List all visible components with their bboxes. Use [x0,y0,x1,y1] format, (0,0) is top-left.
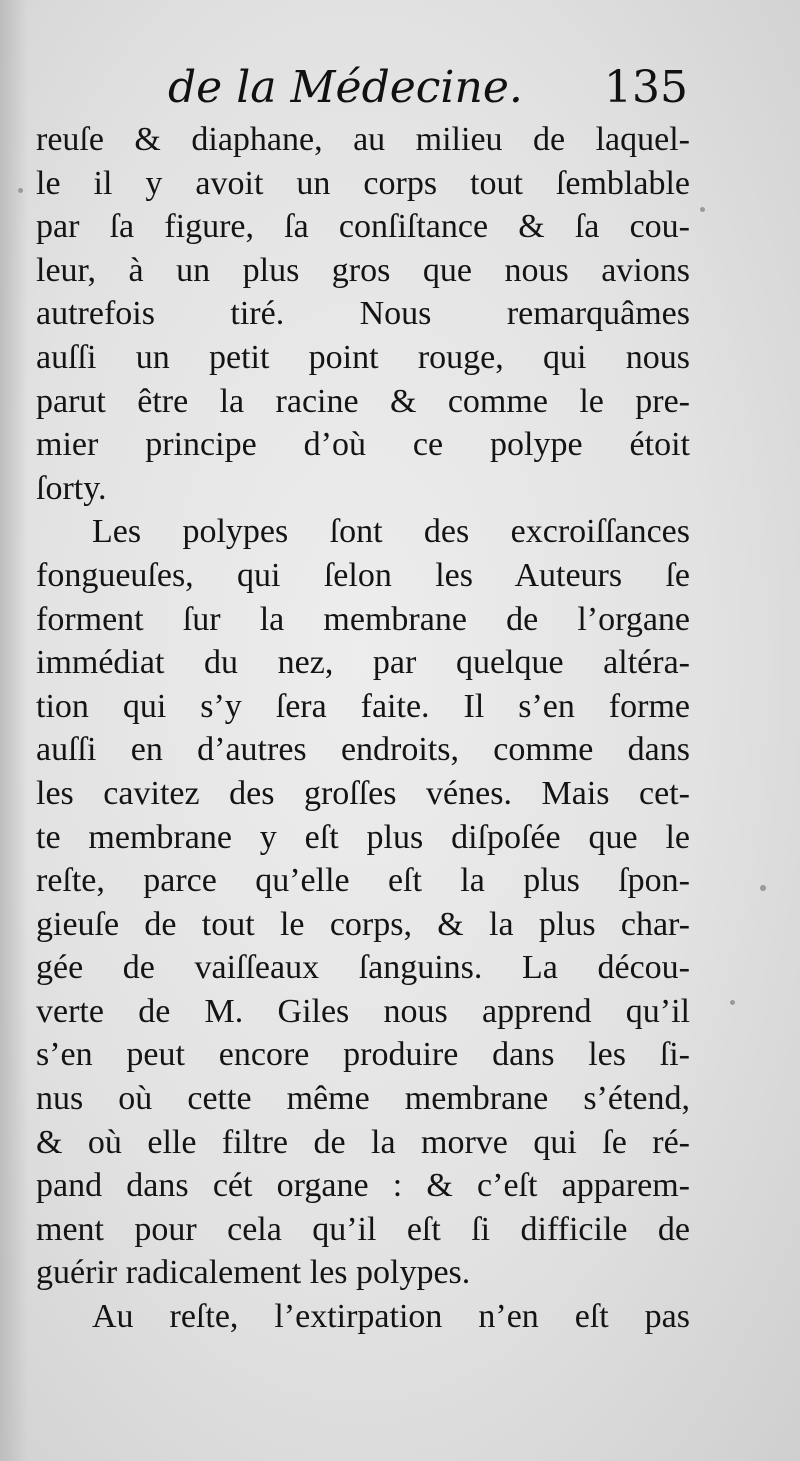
text-line: les cavitez des groſſes vénes. Mais cet- [36,774,690,812]
page-number: 135 [604,62,688,113]
paper-speck [730,1000,735,1005]
text-line: guérir radicalement les polypes. [36,1254,471,1292]
text-line: & où elle filtre de la morve qui ſe ré- [36,1123,690,1161]
text-line: auſſi un petit point rouge, qui nous [36,338,690,376]
text-line: le il y avoit un corps tout ſemblable [36,164,690,202]
text-line: reuſe & diaphane, au milieu de laquel- [36,121,690,158]
paper-speck [700,207,705,212]
body-text [36,118,690,1339]
text-line: immédiat du nez, par quelque altéra- [36,644,690,682]
text-line: parut être la racine & comme le pre- [36,382,690,420]
text-line: ſorty. [36,469,107,507]
paper-speck [760,885,766,891]
text-line: reſte, parce qu’elle eſt la plus ſpon- [36,862,690,900]
page-edge-shadow [0,0,28,1461]
running-head [0,56,800,120]
text-line: pand dans cét organe : & c’eſt apparem- [36,1167,690,1205]
text-line: s’en peut encore produire dans les ſi- [36,1036,690,1074]
text-line: leur, à un plus gros que nous avions [36,251,690,289]
text-line: ment pour cela qu’il eſt ſi difficile de [36,1210,690,1248]
text-line: te membrane y eſt plus diſpoſée que le [36,818,690,856]
text-line: auſſi en d’autres endroits, comme dans [36,731,690,769]
text-line: mier principe d’où ce polype étoit [36,426,690,464]
text-line: gieuſe de tout le corps, & la plus char- [36,905,690,943]
text-line: forment ſur la membrane de l’organe [36,600,690,638]
text-line: nus où cette même membrane s’étend, [36,1080,690,1118]
text-line: tion qui s’y ſera faite. Il s’en forme [36,687,690,725]
text-line: verte de M. Giles nous apprend qu’il [36,992,690,1030]
paper-speck [18,188,23,193]
text-line: Au reſte, l’extirpation n’en eſt pas [92,1298,690,1336]
text-line: gée de vaiſſeaux ſanguins. La décou- [36,949,690,987]
text-line: autrefois tiré. Nous remarquâmes [36,295,690,333]
text-line: par ſa figure, ſa conſiſtance & ſa cou- [36,208,690,246]
running-head-title: de la Médecine. [168,62,523,113]
text-line: Les polypes ſont des excroiſſances [92,513,690,551]
text-line: fongueuſes, qui ſelon les Auteurs ſe [36,556,690,594]
